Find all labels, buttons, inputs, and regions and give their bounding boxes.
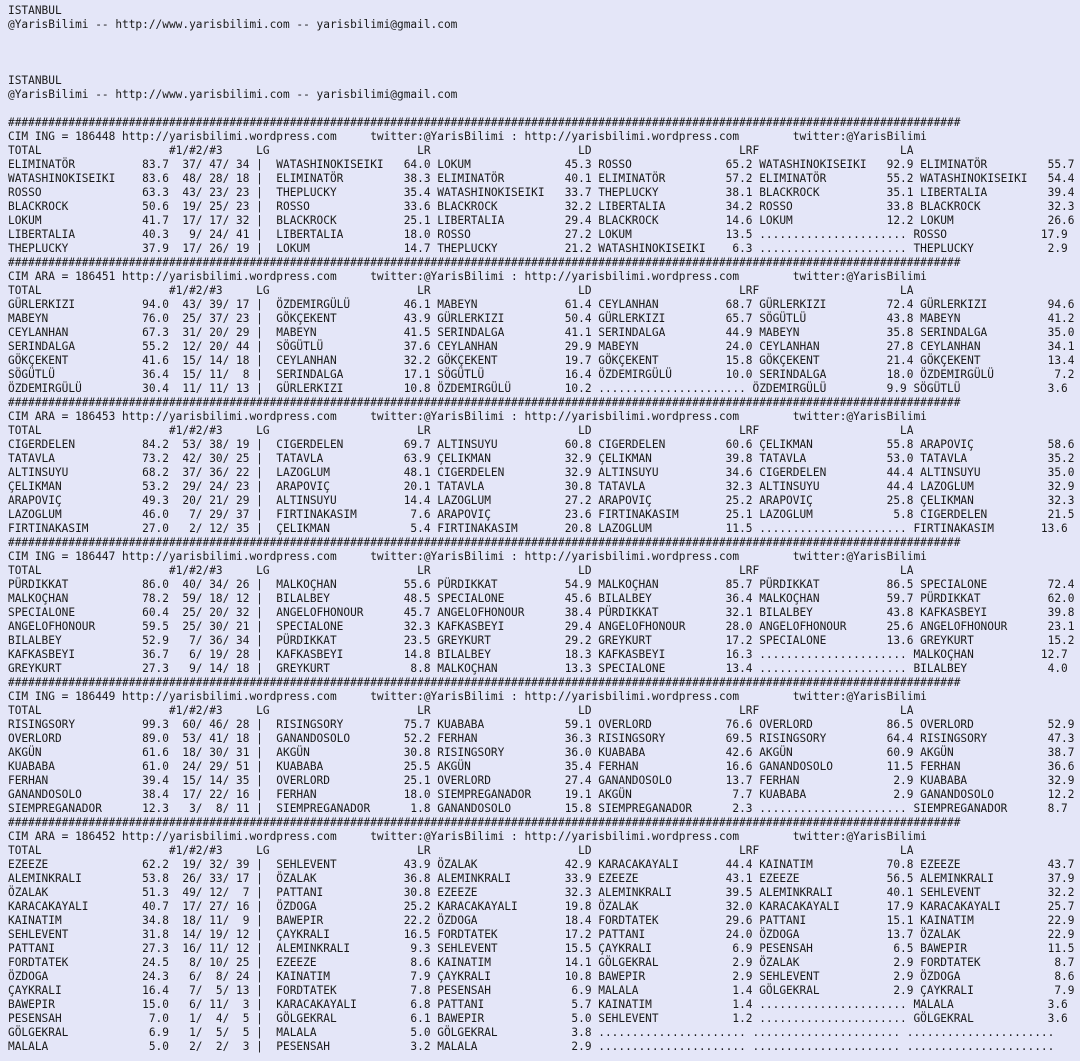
text-line: TOTAL #1/#2/#3 LG LR LD LRF LA xyxy=(8,704,914,717)
text-line: ÖZALAK 51.3 49/ 12/ 7 | PATTANI 30.8 EZEEZE 32.3 ALEMINKRALI 39.5 ALEMINKRALI 40.1 SEHLEVENT 32.2 xyxy=(8,886,1075,899)
text-line: ############################################################################################################################################## xyxy=(8,396,961,409)
text-line: ÇELIKMAN 53.2 29/ 24/ 23 | ARAPOVIÇ 20.1 TATAVLA 30.8 TATAVLA 32.3 ALTINSUYU 44.4 LAZOGLUM 32.9 xyxy=(8,480,1075,493)
text-line: RISINGSORY 99.3 60/ 46/ 28 | RISINGSORY 75.7 KUABABA 59.1 OVERLORD 76.6 OVERLORD 86.5 OVERLORD 52.9 xyxy=(8,718,1075,731)
text-line: ALEMINKRALI 53.8 26/ 33/ 17 | ÖZALAK 36.8 ALEMINKRALI 33.9 EZEEZE 43.1 EZEEZE 56.5 ALEMINKRALI 37.9 xyxy=(8,872,1075,885)
text-line: @YarisBilimi -- http://www.yarisbilimi.com -- yarisbilimi@gmail.com xyxy=(8,18,458,31)
text-line: ÇAYKRALI 16.4 7/ 5/ 13 | FORDTATEK 7.8 PESENSAH 6.9 MALALA 1.4 GÖLGEKRAL 2.9 ÇAYKRALI 7.9 xyxy=(8,984,1075,997)
text-line: KAFKASBEYI 36.7 6/ 19/ 28 | KAFKASBEYI 14.8 BILALBEY 18.3 KAFKASBEYI 16.3 ...................... MALKOÇHAN 12.7 xyxy=(8,648,1068,661)
text-line: WATASHINOKISEIKI 83.6 48/ 28/ 18 | ELIMINATÖR 38.3 ELIMINATÖR 40.1 ELIMINATÖR 57.2 ELIMINATÖR 55.2 WATASHINOKISEIKI 54.4 xyxy=(8,172,1075,185)
text-line xyxy=(8,32,1080,46)
text-line: GÜRLERKIZI 94.0 43/ 39/ 17 | ÖZDEMIRGÜLÜ 46.1 MABEYN 61.4 CEYLANHAN 68.7 GÜRLERKIZI 72.4 GÜRLERKIZI 94.6 xyxy=(8,298,1075,311)
text-line: PÜRDIKKAT 86.0 40/ 34/ 26 | MALKOÇHAN 55.6 PÜRDIKKAT 54.9 MALKOÇHAN 85.7 PÜRDIKKAT 86.5 SPECIALONE 72.4 xyxy=(8,578,1075,591)
text-line: BAWEPIR 15.0 6/ 11/ 3 | KARACAKAYALI 6.8 PATTANI 5.7 KAINATIM 1.4 ...................... MALALA 3.6 xyxy=(8,998,1068,1011)
text-line: CIM ING = 186447 http://yarisbilimi.wordpress.com twitter:@YarisBilimi : http://yarisbilimi.wordpress.com twitter:@YarisBilimi xyxy=(8,550,927,563)
text-line: CIM ARA = 186451 http://yarisbilimi.wordpress.com twitter:@YarisBilimi : http://yarisbilimi.wordpress.com twitter:@YarisBilimi xyxy=(8,270,927,283)
text-line: OVERLORD 89.0 53/ 41/ 18 | GANANDOSOLO 52.2 FERHAN 36.3 RISINGSORY 69.5 RISINGSORY 64.4 RISINGSORY 47.3 xyxy=(8,732,1075,745)
text-line: ÖZDEMIRGÜLÜ 30.4 11/ 11/ 13 | GÜRLERKIZI 10.8 ÖZDEMIRGÜLÜ 10.2 ...................... ÖZDEMIRGÜLÜ 9.9 SÖGÜTLÜ 3.6 xyxy=(8,382,1068,395)
text-line: ISTANBUL xyxy=(8,74,62,87)
text-line: MABEYN 76.0 25/ 37/ 23 | GÖKÇEKENT 43.9 GÜRLERKIZI 50.4 GÜRLERKIZI 65.7 SÖGÜTLÜ 43.8 MABEYN 41.2 xyxy=(8,312,1075,325)
text-line: CIM ARA = 186452 http://yarisbilimi.wordpress.com twitter:@YarisBilimi : http://yarisbilimi.wordpress.com twitter:@YarisBilimi xyxy=(8,830,927,843)
text-line: TOTAL #1/#2/#3 LG LR LD LRF LA xyxy=(8,564,914,577)
text-line: ELIMINATÖR 83.7 37/ 47/ 34 | WATASHINOKISEIKI 64.0 LOKUM 45.3 ROSSO 65.2 WATASHINOKISEIKI 92.9 ELIMINATÖR 55.7 xyxy=(8,158,1075,171)
text-line: FIRTINAKASIM 27.0 2/ 12/ 35 | ÇELIKMAN 5.4 FIRTINAKASIM 20.8 LAZOGLUM 11.5 ...................... FIRTINAKASIM 13.6 xyxy=(8,522,1068,535)
text-line: LIBERTALIA 40.3 9/ 24/ 41 | LIBERTALIA 18.0 ROSSO 27.2 LOKUM 13.5 ...................... ROSSO 17.9 xyxy=(8,228,1068,241)
text-line: ISTANBUL xyxy=(8,4,62,17)
text-line: PESENSAH 7.0 1/ 4/ 5 | GÖLGEKRAL 6.1 BAWEPIR 5.0 SEHLEVENT 1.2 ...................... GÖLGEKRAL 3.6 xyxy=(8,1012,1068,1025)
text-line: ÖZDOGA 24.3 6/ 8/ 24 | KAINATIM 7.9 ÇAYKRALI 10.8 BAWEPIR 2.9 SEHLEVENT 2.9 ÖZDOGA 8.6 xyxy=(8,970,1075,983)
text-line: GÖKÇEKENT 41.6 15/ 14/ 18 | CEYLANHAN 32.2 GÖKÇEKENT 19.7 GÖKÇEKENT 15.8 GÖKÇEKENT 21.4 GÖKÇEKENT 13.4 xyxy=(8,354,1075,367)
text-line: FORDTATEK 24.5 8/ 10/ 25 | EZEEZE 8.6 KAINATIM 14.1 GÖLGEKRAL 2.9 ÖZALAK 2.9 FORDTATEK 8.7 xyxy=(8,956,1075,969)
text-line: SÖGÜTLÜ 36.4 15/ 11/ 8 | SERINDALGA 17.1 SÖGÜTLÜ 16.4 ÖZDEMIRGÜLÜ 10.0 SERINDALGA 18.0 ÖZDEMIRGÜLÜ 7.2 xyxy=(8,368,1075,381)
text-line: KAINATIM 34.8 18/ 11/ 9 | BAWEPIR 22.2 ÖZDOGA 18.4 FORDTATEK 29.6 PATTANI 15.1 KAINATIM 22.9 xyxy=(8,914,1075,927)
text-line: EZEEZE 62.2 19/ 32/ 39 | SEHLEVENT 43.9 ÖZALAK 42.9 KARACAKAYALI 44.4 KAINATIM 70.8 EZEEZE 43.7 xyxy=(8,858,1075,871)
text-line: ############################################################################################################################################## xyxy=(8,536,961,549)
text-line xyxy=(8,102,1080,116)
text-line: SEHLEVENT 31.8 14/ 19/ 12 | ÇAYKRALI 16.5 FORDTATEK 17.2 PATTANI 24.0 ÖZDOGA 13.7 ÖZALAK 22.9 xyxy=(8,928,1075,941)
text-line: ANGELOFHONOUR 59.5 25/ 30/ 21 | SPECIALONE 32.3 KAFKASBEYI 29.4 ANGELOFHONOUR 28.0 ANGELOFHONOUR 25.6 ANGELOFHONOUR 23.1 xyxy=(8,620,1075,633)
text-line: SERINDALGA 55.2 12/ 20/ 44 | SÖGÜTLÜ 37.6 CEYLANHAN 29.9 MABEYN 24.0 CEYLANHAN 27.8 CEYLANHAN 34.1 xyxy=(8,340,1075,353)
text-line: TATAVLA 73.2 42/ 30/ 25 | TATAVLA 63.9 ÇELIKMAN 32.9 ÇELIKMAN 39.8 TATAVLA 53.0 TATAVLA 35.2 xyxy=(8,452,1075,465)
text-line: ############################################################################################################################################## xyxy=(8,676,961,689)
text-line: MALKOÇHAN 78.2 59/ 18/ 12 | BILALBEY 48.5 SPECIALONE 45.6 BILALBEY 36.4 MALKOÇHAN 59.7 PÜRDIKKAT 62.0 xyxy=(8,592,1075,605)
text-line: GREYKURT 27.3 9/ 14/ 18 | GREYKURT 8.8 MALKOÇHAN 13.3 SPECIALONE 13.4 ...................... BILALBEY 4.0 xyxy=(8,662,1068,675)
text-line: CEYLANHAN 67.3 31/ 20/ 29 | MABEYN 41.5 SERINDALGA 41.1 SERINDALGA 44.9 MABEYN 35.8 SERINDALGA 35.0 xyxy=(8,326,1075,339)
text-line: LOKUM 41.7 17/ 17/ 32 | BLACKROCK 25.1 LIBERTALIA 29.4 BLACKROCK 14.6 LOKUM 12.2 LOKUM 26.6 xyxy=(8,214,1075,227)
text-line: LAZOGLUM 46.0 7/ 29/ 37 | FIRTINAKASIM 7.6 ARAPOVIÇ 23.6 FIRTINAKASIM 25.1 LAZOGLUM 5.8 CIGERDELEN 21.5 xyxy=(8,508,1075,521)
text-line: ############################################################################################################################################## xyxy=(8,116,961,129)
text-line xyxy=(8,46,1080,60)
text-line xyxy=(8,60,1080,74)
text-line: GANANDOSOLO 38.4 17/ 22/ 16 | FERHAN 18.0 SIEMPREGANADOR 19.1 AKGÜN 7.7 KUABABA 2.9 GANANDOSOLO 12.2 xyxy=(8,788,1075,801)
text-line: THEPLUCKY 37.9 17/ 26/ 19 | LOKUM 14.7 THEPLUCKY 21.2 WATASHINOKISEIKI 6.3 ...................... THEPLUCKY 2.9 xyxy=(8,242,1068,255)
text-line: CIGERDELEN 84.2 53/ 38/ 19 | CIGERDELEN 69.7 ALTINSUYU 60.8 CIGERDELEN 60.6 ÇELIKMAN 55.8 ARAPOVIÇ 58.6 xyxy=(8,438,1075,451)
text-line: KUABABA 61.0 24/ 29/ 51 | KUABABA 25.5 AKGÜN 35.4 FERHAN 16.6 GANANDOSOLO 11.5 FERHAN 36.6 xyxy=(8,760,1075,773)
text-line: GÖLGEKRAL 6.9 1/ 5/ 5 | MALALA 5.0 GÖLGEKRAL 3.8 ...................... ...................... ...................... xyxy=(8,1026,1055,1039)
text-line: FERHAN 39.4 15/ 14/ 35 | OVERLORD 25.1 OVERLORD 27.4 GANANDOSOLO 13.7 FERHAN 2.9 KUABABA 32.9 xyxy=(8,774,1075,787)
text-line: TOTAL #1/#2/#3 LG LR LD LRF LA xyxy=(8,844,914,857)
text-line: AKGÜN 61.6 18/ 30/ 31 | AKGÜN 30.8 RISINGSORY 36.0 KUABABA 42.6 AKGÜN 60.9 AKGÜN 38.7 xyxy=(8,746,1075,759)
text-line: PATTANI 27.3 16/ 11/ 12 | ALEMINKRALI 9.3 SEHLEVENT 15.5 ÇAYKRALI 6.9 PESENSAH 6.5 BAWEPIR 11.5 xyxy=(8,942,1075,955)
text-line: TOTAL #1/#2/#3 LG LR LD LRF LA xyxy=(8,284,914,297)
text-line: TOTAL #1/#2/#3 LG LR LD LRF LA xyxy=(8,424,914,437)
text-line: TOTAL #1/#2/#3 LG LR LD LRF LA xyxy=(8,144,914,157)
text-line: MALALA 5.0 2/ 2/ 3 | PESENSAH 3.2 MALALA 2.9 ...................... ...................... ...................... xyxy=(8,1040,1055,1053)
text-line: KARACAKAYALI 40.7 17/ 27/ 16 | ÖZDOGA 25.2 KARACAKAYALI 19.8 ÖZALAK 32.0 KARACAKAYALI 17.9 KARACAKAYALI 25.7 xyxy=(8,900,1075,913)
text-line: ARAPOVIÇ 49.3 20/ 21/ 29 | ALTINSUYU 14.4 LAZOGLUM 27.2 ARAPOVIÇ 25.2 ARAPOVIÇ 25.8 ÇELIKMAN 32.3 xyxy=(8,494,1075,507)
text-line: CIM ING = 186449 http://yarisbilimi.wordpress.com twitter:@YarisBilimi : http://yarisbilimi.wordpress.com twitter:@YarisBilimi xyxy=(8,690,927,703)
text-line: ALTINSUYU 68.2 37/ 36/ 22 | LAZOGLUM 48.1 CIGERDELEN 32.9 ALTINSUYU 34.6 CIGERDELEN 44.4 ALTINSUYU 35.0 xyxy=(8,466,1075,479)
text-line: BILALBEY 52.9 7/ 36/ 34 | PÜRDIKKAT 23.5 GREYKURT 29.2 GREYKURT 17.2 SPECIALONE 13.6 GREYKURT 15.2 xyxy=(8,634,1075,647)
text-line: ############################################################################################################################################## xyxy=(8,256,961,269)
text-line: SIEMPREGANADOR 12.3 3/ 8/ 11 | SIEMPREGANADOR 1.8 GANANDOSOLO 15.8 SIEMPREGANADOR 2.3 ...................... SIEMPREGANADOR 8.7 xyxy=(8,802,1068,815)
text-line: CIM ARA = 186453 http://yarisbilimi.wordpress.com twitter:@YarisBilimi : http://yarisbilimi.wordpress.com twitter:@YarisBilimi xyxy=(8,410,927,423)
text-line: SPECIALONE 60.4 25/ 20/ 32 | ANGELOFHONOUR 45.7 ANGELOFHONOUR 38.4 PÜRDIKKAT 32.1 BILALBEY 43.8 KAFKASBEYI 39.8 xyxy=(8,606,1075,619)
text-line: ROSSO 63.3 43/ 23/ 23 | THEPLUCKY 35.4 WATASHINOKISEIKI 33.7 THEPLUCKY 38.1 BLACKROCK 35.1 LIBERTALIA 39.4 xyxy=(8,186,1075,199)
text-line: ############################################################################################################################################## xyxy=(8,816,961,829)
text-line: @YarisBilimi -- http://www.yarisbilimi.com -- yarisbilimi@gmail.com xyxy=(8,88,458,101)
text-line: CIM ING = 186448 http://yarisbilimi.wordpress.com twitter:@YarisBilimi : http://yarisbilimi.wordpress.com twitter:@YarisBilimi xyxy=(8,130,927,143)
text-line: BLACKROCK 50.6 19/ 25/ 23 | ROSSO 33.6 BLACKROCK 32.2 LIBERTALIA 34.2 ROSSO 33.8 BLACKROCK 32.3 xyxy=(8,200,1075,213)
